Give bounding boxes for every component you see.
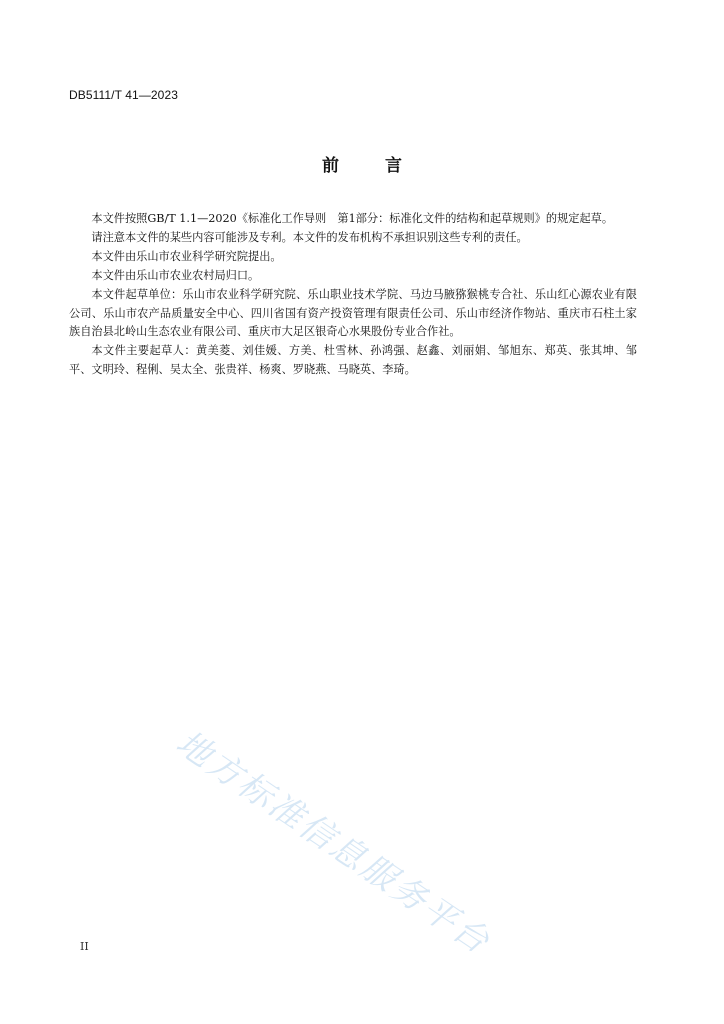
section-title [0, 151, 724, 176]
paragraph-drafting-basis: 本文件按照GB/T 1.1—2020《标准化工作导则 第1部分：标准化文件的结构和起草规则》的规定起草。 [91, 212, 614, 225]
paragraph-responsible-unit: 本文件由乐山市农业农村局归口。 [91, 268, 260, 282]
document-code: DB5111/T 41—2023 [69, 88, 179, 102]
paragraph-drafting-units: 本文件起草单位：乐山市农业科学研究院、乐山职业技术学院、马边马腋猕猴桃专合社、乐山红心源农业有限公司、乐山市农产品质量安全中心、四川省国有资产投资管理有限责任公司、乐山市经济作物站、重庆市石柱土家族自治县北岭山生态农业有限公司、重庆市大足区银奇心水果股份专业合作社。 [69, 287, 637, 339]
paragraph-patent-notice: 请注意本文件的某些内容可能涉及专利。本文件的发布机构不承担识别这些专利的责任。 [91, 230, 528, 244]
preface-body [69, 210, 637, 380]
page-number: II [80, 940, 89, 953]
paragraph-proposer: 本文件由乐山市农业科学研究院提出。 [91, 249, 282, 263]
watermark: 地方标准信息服务平台 [168, 722, 498, 963]
title-char-1: 前 [322, 156, 339, 176]
paragraph-drafters: 本文件主要起草人：黄美菱、刘佳媛、方美、杜雪林、孙鸿强、赵鑫、刘丽娟、邹旭东、郑英、张其坤、邹平、文明玲、程俐、吴太全、张贵祥、杨爽、罗晓燕、马晓英、李琦。 [69, 344, 637, 377]
title-char-2: 言 [385, 156, 402, 176]
